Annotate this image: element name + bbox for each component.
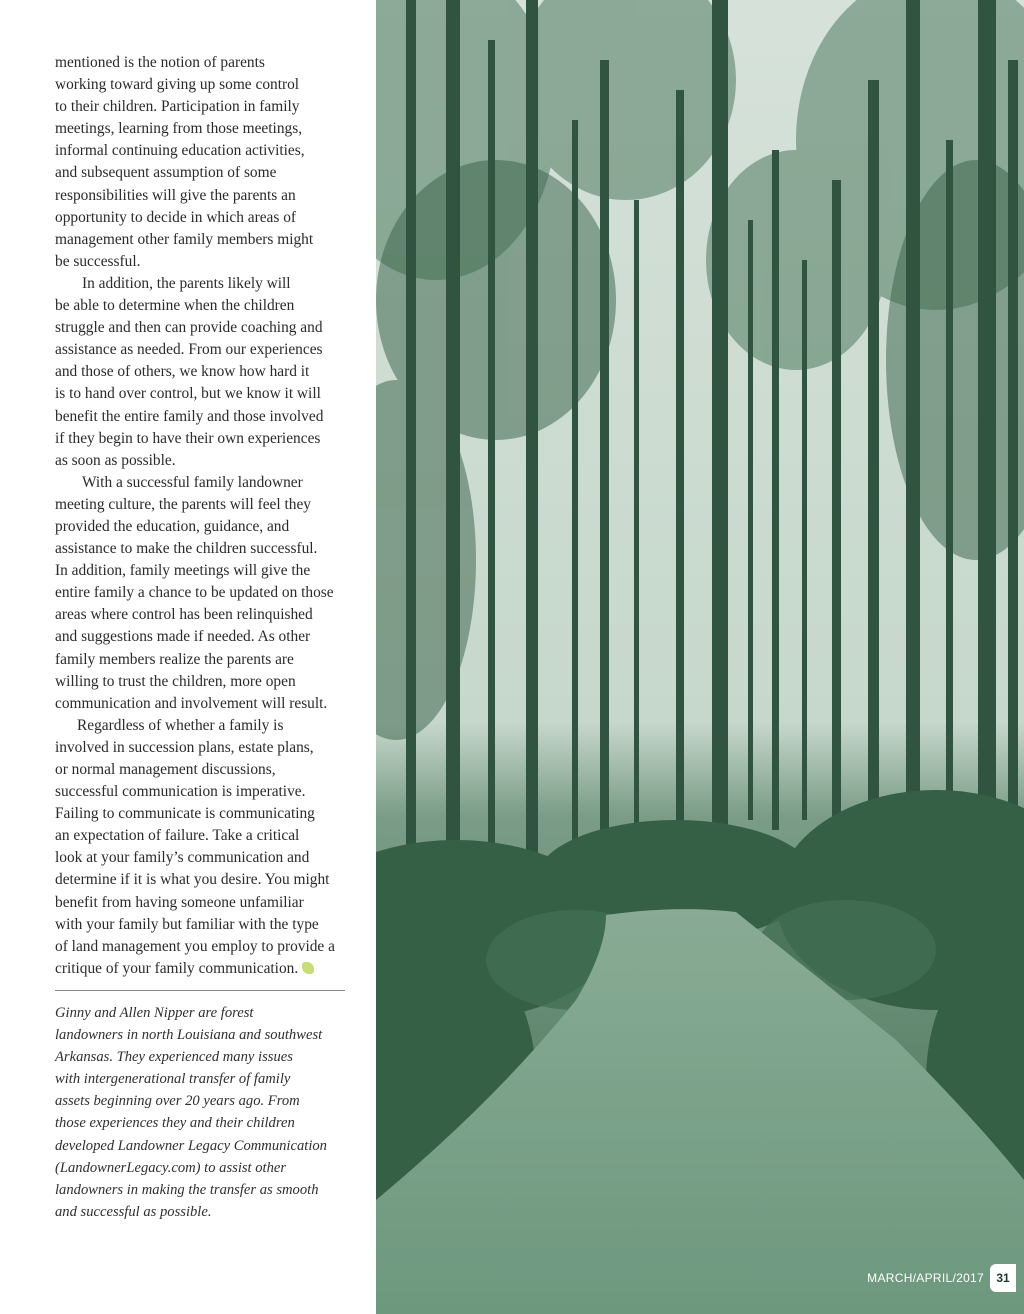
article-line xyxy=(55,185,355,207)
article-line xyxy=(55,361,355,383)
article-line xyxy=(55,52,355,74)
author-bio xyxy=(55,1002,355,1223)
article-line-text: with your family but familiar with the type xyxy=(55,915,319,933)
article-line-text: meeting culture, the parents will feel they xyxy=(55,495,311,513)
article-line-text: look at your family’s communication and xyxy=(55,849,310,867)
article-line xyxy=(55,118,355,140)
article-line-text: working toward giving up some control xyxy=(55,76,300,94)
article-line-text: areas where control has been relinquished xyxy=(55,606,313,624)
article-body xyxy=(55,52,355,980)
article-line xyxy=(55,339,355,361)
article-line xyxy=(55,671,355,693)
article-line-text: of land management you employ to provide a xyxy=(55,937,335,955)
article-line-text: meetings, learning from those meetings, xyxy=(55,120,303,138)
page-footer xyxy=(867,1264,1016,1292)
article-line-text: successful communication is imperative. xyxy=(55,783,306,801)
article-line-text: Regardless of whether a family is xyxy=(77,716,284,734)
article-line xyxy=(55,74,355,96)
article-line xyxy=(55,869,355,891)
article-line-text: struggle and then can provide coaching and xyxy=(55,319,323,337)
article-line-text: responsibilities will give the parents an xyxy=(55,186,296,204)
article-line xyxy=(55,273,355,295)
article-line-text: as soon as possible. xyxy=(55,451,176,469)
article-line xyxy=(55,803,355,825)
forest-path-photo xyxy=(376,0,1024,1314)
page-number: 31 xyxy=(990,1264,1016,1292)
forest-photo-illustration xyxy=(376,0,1024,1314)
article-line xyxy=(55,560,355,582)
bio-line: Ginny and Allen Nipper are forest xyxy=(55,1005,254,1021)
article-line-text: and those of others, we know how hard it xyxy=(55,363,310,381)
bio-line: landowners in north Louisiana and southwest xyxy=(55,1027,323,1044)
article-line-text: to their children. Participation in family xyxy=(55,98,300,116)
article-line-text: is to hand over control, but we know it will xyxy=(55,385,321,403)
bio-line: and successful as possible. xyxy=(55,1203,212,1220)
bio-line: with intergenerational transfer of family xyxy=(55,1071,291,1088)
article-line xyxy=(55,715,355,737)
article-line-text: entire family a chance to be updated on those xyxy=(55,584,334,602)
article-line xyxy=(55,516,355,538)
article-line-text: provided the education, guidance, and xyxy=(55,517,290,535)
bio-line: Arkansas. They experienced many issues xyxy=(55,1049,293,1066)
article-line-text: assistance to make the children successful. xyxy=(55,540,318,558)
article-line xyxy=(55,582,355,604)
leaf-end-mark-icon xyxy=(302,962,314,974)
article-line-text: With a successful family landowner xyxy=(82,473,303,491)
article-line-text: informal continuing education activities, xyxy=(55,142,305,160)
article-line-text: Failing to communicate is communicating xyxy=(55,805,315,823)
article-line-text: if they begin to have their own experiences xyxy=(55,429,321,447)
bio-line: (LandownerLegacy.com) to assist other xyxy=(55,1159,287,1176)
article-line-text: communication and involvement will result. xyxy=(55,694,328,712)
article-line-text: be able to determine when the children xyxy=(55,297,295,315)
article-line-text: and subsequent assumption of some xyxy=(55,164,277,182)
article-line xyxy=(55,251,355,273)
bio-line: developed Landowner Legacy Communication xyxy=(55,1137,327,1154)
article-line xyxy=(55,494,355,516)
article-line xyxy=(55,428,355,450)
article-line xyxy=(55,538,355,560)
article-line-text: family members realize the parents are xyxy=(55,650,294,668)
article-line-text: willing to trust the children, more open xyxy=(55,672,296,690)
bio-line: landowners in making the transfer as smooth xyxy=(55,1181,319,1198)
article-line-text: be successful. xyxy=(55,252,141,270)
article-line xyxy=(55,892,355,914)
article-line xyxy=(55,847,355,869)
article-line-text: and suggestions made if needed. As other xyxy=(55,628,311,646)
article-line-text: or normal management discussions, xyxy=(55,761,276,778)
bio-line: assets beginning over 20 years ago. From xyxy=(55,1093,300,1110)
article-line xyxy=(55,936,355,958)
article-line-text: benefit from having someone unfamiliar xyxy=(55,893,304,911)
article-line-text: assistance as needed. From our experiences xyxy=(55,341,323,359)
article-line-text: an expectation of failure. Take a critical xyxy=(55,827,300,845)
article-line xyxy=(55,406,355,428)
article-line-text: benefit the entire family and those involved xyxy=(55,407,324,425)
article-line xyxy=(55,450,355,472)
article-line-text: In addition, the parents likely will xyxy=(82,274,291,292)
article-line-text: involved in succession plans, estate plans, xyxy=(55,738,314,756)
article-line xyxy=(55,140,355,162)
article-line xyxy=(55,472,355,494)
article-line-text: determine if it is what you desire. You might xyxy=(55,871,330,889)
article-line-text: In addition, family meetings will give the xyxy=(55,562,311,580)
article-line xyxy=(55,207,355,229)
issue-date: MARCH/APRIL/2017 xyxy=(867,1271,984,1285)
article-line-text: mentioned is the notion of parents xyxy=(55,54,265,71)
bio-line: those experiences they and their children xyxy=(55,1115,295,1132)
article-line xyxy=(55,825,355,847)
article-line xyxy=(55,649,355,671)
bio-divider xyxy=(55,990,345,991)
article-line xyxy=(55,604,355,626)
article-line xyxy=(55,96,355,118)
article-line xyxy=(55,781,355,803)
article-line xyxy=(55,383,355,405)
article-line-text: management other family members might xyxy=(55,230,314,248)
article-line xyxy=(55,317,355,339)
article-line xyxy=(55,162,355,184)
article-line xyxy=(55,295,355,317)
article-line-text: critique of your family communication. xyxy=(55,959,299,977)
article-line-text: opportunity to decide in which areas of xyxy=(55,208,297,226)
article-line xyxy=(55,958,355,980)
article-line xyxy=(55,693,355,715)
article-line xyxy=(55,737,355,759)
article-line xyxy=(55,229,355,251)
article-line xyxy=(55,914,355,936)
article-line xyxy=(55,626,355,648)
article-line xyxy=(55,759,355,781)
